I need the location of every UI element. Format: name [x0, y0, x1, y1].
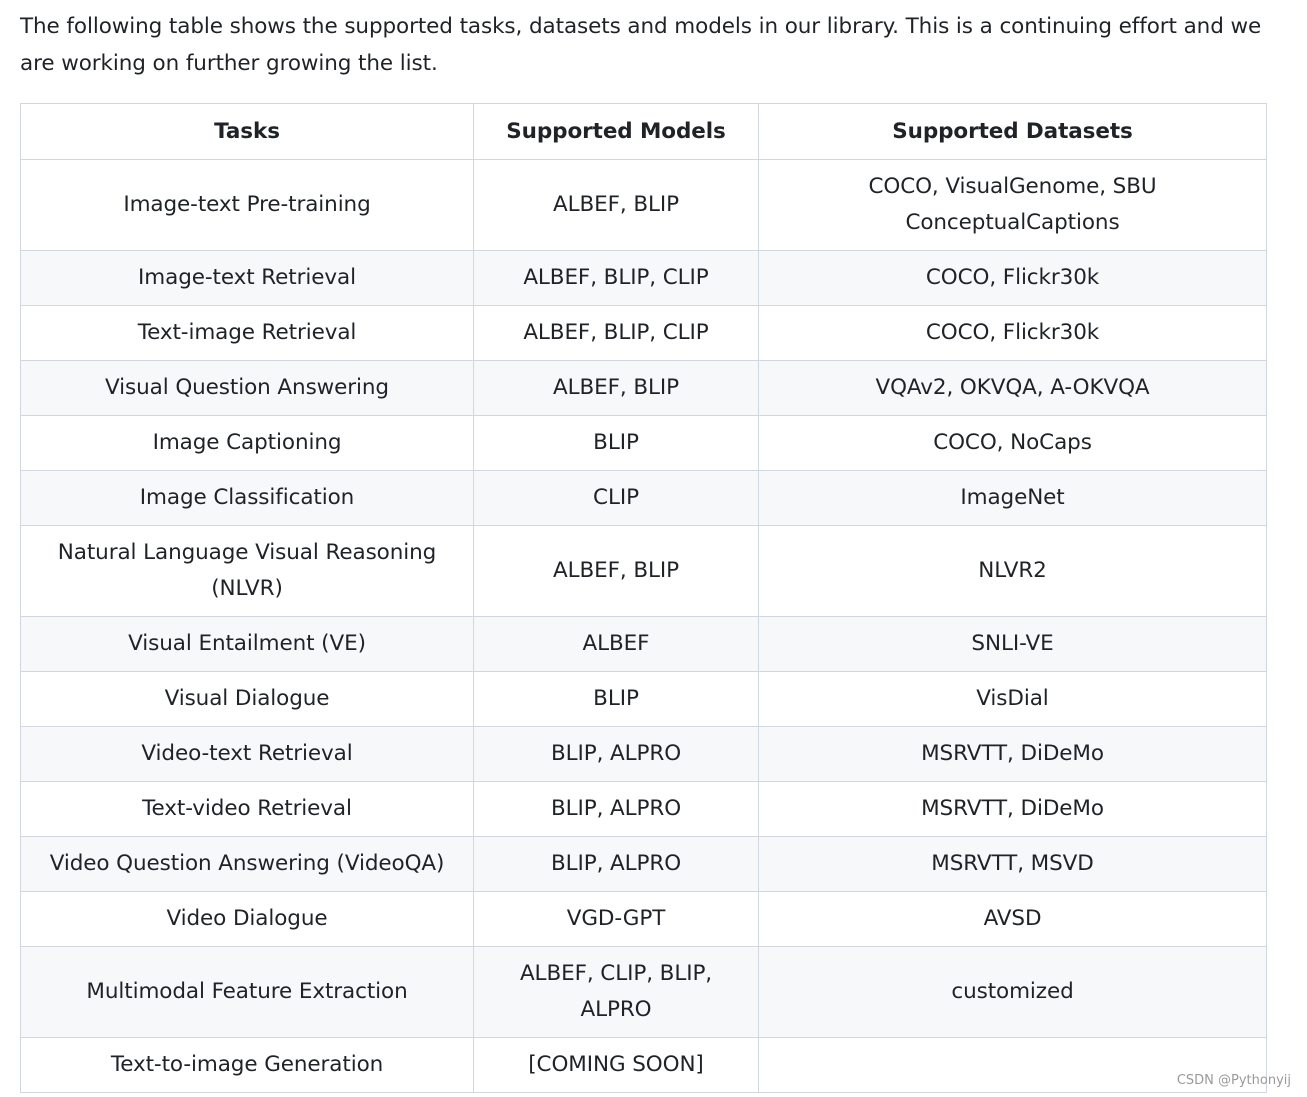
table-row	[21, 306, 1267, 361]
task-cell: Image-text Retrieval	[21, 251, 474, 306]
task-cell: Multimodal Feature Extraction	[21, 947, 474, 1038]
table-row	[21, 471, 1267, 526]
supported-tasks-table	[20, 103, 1267, 1093]
models-cell: ALBEF, BLIP, CLIP	[474, 251, 759, 306]
datasets-cell: NLVR2	[759, 526, 1267, 617]
models-cell: VGD-GPT	[474, 892, 759, 947]
task-cell: Visual Question Answering	[21, 361, 474, 416]
task-cell: Text-to-image Generation	[21, 1038, 474, 1093]
table-row	[21, 526, 1267, 617]
models-cell: ALBEF, BLIP	[474, 160, 759, 251]
task-cell: Image Classification	[21, 471, 474, 526]
table-row	[21, 160, 1267, 251]
models-cell: BLIP, ALPRO	[474, 837, 759, 892]
models-cell: BLIP, ALPRO	[474, 727, 759, 782]
models-cell: CLIP	[474, 471, 759, 526]
models-cell: [COMING SOON]	[474, 1038, 759, 1093]
table-row	[21, 361, 1267, 416]
watermark: CSDN @Pythonyij	[1176, 1073, 1291, 1088]
task-cell: Text-image Retrieval	[21, 306, 474, 361]
models-cell: ALBEF, CLIP, BLIP, ALPRO	[474, 947, 759, 1038]
datasets-cell: ImageNet	[759, 471, 1267, 526]
datasets-cell: MSRVTT, MSVD	[759, 837, 1267, 892]
models-cell: BLIP, ALPRO	[474, 782, 759, 837]
datasets-cell: VQAv2, OKVQA, A-OKVQA	[759, 361, 1267, 416]
table-row	[21, 837, 1267, 892]
models-cell: ALBEF, BLIP	[474, 361, 759, 416]
header-tasks: Tasks	[21, 104, 474, 160]
models-cell: ALBEF	[474, 617, 759, 672]
datasets-cell: customized	[759, 947, 1267, 1038]
table-row	[21, 947, 1267, 1038]
task-cell: Video Question Answering (VideoQA)	[21, 837, 474, 892]
task-cell: Natural Language Visual Reasoning (NLVR)	[21, 526, 474, 617]
task-cell: Video-text Retrieval	[21, 727, 474, 782]
models-cell: BLIP	[474, 672, 759, 727]
datasets-cell: AVSD	[759, 892, 1267, 947]
task-cell: Text-video Retrieval	[21, 782, 474, 837]
datasets-cell: COCO, VisualGenome, SBU ConceptualCaptions	[759, 160, 1267, 251]
datasets-cell: SNLI-VE	[759, 617, 1267, 672]
table-row	[21, 251, 1267, 306]
task-cell: Visual Dialogue	[21, 672, 474, 727]
models-cell: BLIP	[474, 416, 759, 471]
datasets-cell: COCO, NoCaps	[759, 416, 1267, 471]
task-cell: Image Captioning	[21, 416, 474, 471]
table-row	[21, 672, 1267, 727]
datasets-cell: VisDial	[759, 672, 1267, 727]
header-supported-models: Supported Models	[474, 104, 759, 160]
table-row	[21, 416, 1267, 471]
table-row	[21, 892, 1267, 947]
datasets-cell: MSRVTT, DiDeMo	[759, 782, 1267, 837]
table-row	[21, 727, 1267, 782]
intro-paragraph: The following table shows the supported tasks, datasets and models in our library. This is a continuing effort and we are working on further growing the list.	[20, 14, 1262, 76]
header-supported-datasets: Supported Datasets	[759, 104, 1267, 160]
table-header-row	[21, 104, 1267, 160]
datasets-cell: MSRVTT, DiDeMo	[759, 727, 1267, 782]
task-cell: Visual Entailment (VE)	[21, 617, 474, 672]
datasets-cell: COCO, Flickr30k	[759, 251, 1267, 306]
table-row	[21, 617, 1267, 672]
task-cell: Video Dialogue	[21, 892, 474, 947]
task-cell: Image-text Pre-training	[21, 160, 474, 251]
models-cell: ALBEF, BLIP, CLIP	[474, 306, 759, 361]
datasets-cell: COCO, Flickr30k	[759, 306, 1267, 361]
table-row	[21, 782, 1267, 837]
models-cell: ALBEF, BLIP	[474, 526, 759, 617]
table-row	[21, 1038, 1267, 1093]
